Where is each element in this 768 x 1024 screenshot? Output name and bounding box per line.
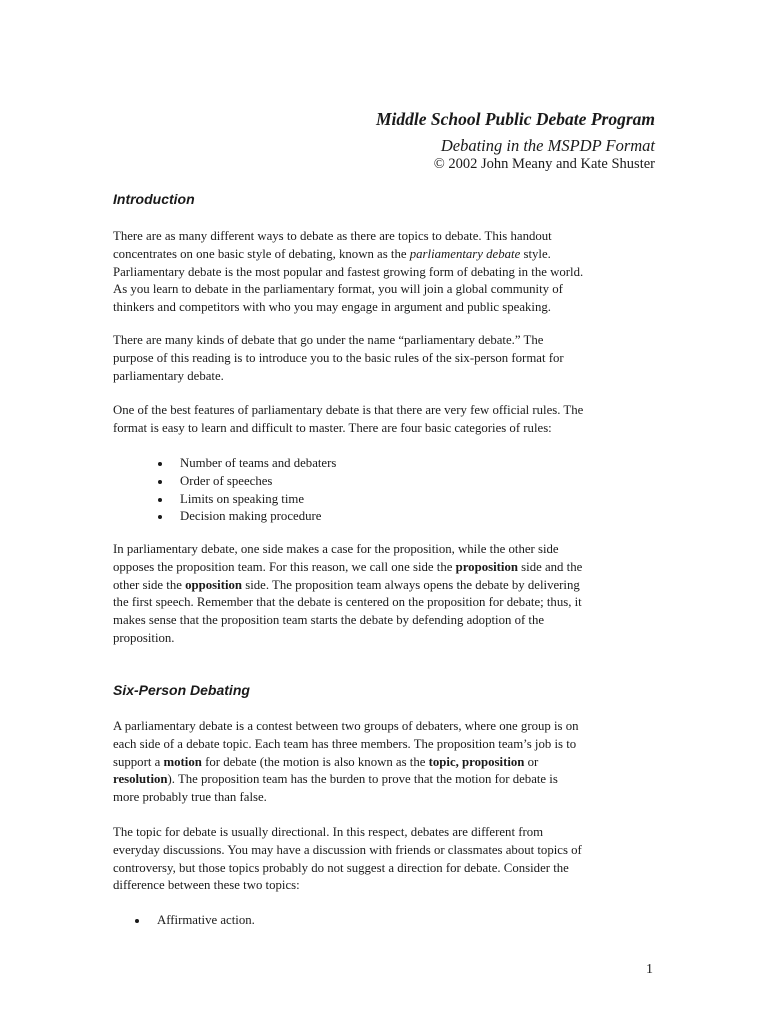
document-subtitle: Debating in the MSPDP Format	[440, 136, 655, 155]
text-line: everyday discussions. You may have a discussion with friends or classmates about topics of	[113, 842, 582, 857]
bold-term: motion	[163, 754, 202, 769]
text-line: purpose of this reading is to introduce you to the basic rules of the six-person format for	[113, 350, 564, 365]
text-line: other side the opposition side. The proposition team always opens the debate by delivering	[113, 577, 580, 592]
text-line: opposes the proposition team. For this reason, we call one side the proposition side and the	[113, 559, 583, 574]
text-line: concentrates on one basic style of debating, known as the parliamentary debate style.	[113, 246, 551, 261]
text-line: There are many kinds of debate that go under the name “parliamentary debate.” The	[113, 333, 544, 347]
bold-term: topic, proposition	[428, 754, 525, 769]
text-line: One of the best features of parliamentary debate is that there are very few official rules. The	[113, 403, 584, 417]
text-line: support a motion for debate (the motion is also known as the topic, proposition or	[113, 754, 539, 769]
introduction-heading: Introduction	[113, 191, 195, 207]
intro-paragraph-1	[113, 228, 658, 317]
text-line: proposition.	[113, 630, 175, 645]
bullet-icon	[158, 498, 162, 502]
text-line: parliamentary debate.	[113, 368, 224, 383]
six-person-heading: Six-Person Debating	[113, 682, 250, 698]
six-person-paragraph-1	[113, 718, 658, 807]
text-line: makes sense that the proposition team starts the debate by defending adoption of the	[113, 613, 545, 628]
text-line: the first speech. Remember that the debate is centered on the proposition for debate; thus, it	[113, 595, 582, 610]
text-line: format is easy to learn and difficult to master. There are four basic categories of rules:	[113, 420, 552, 435]
text-line: resolution). The proposition team has the burden to prove that the motion for debate is	[113, 772, 558, 787]
bullet-icon	[135, 919, 139, 923]
intro-paragraph-2	[113, 332, 658, 385]
text-line: As you learn to debate in the parliamentary format, you will join a global community of	[113, 282, 563, 297]
text-line: thinkers and competitors with who you may engage in argument and public speaking.	[113, 300, 551, 315]
document-page: Middle School Public Debate Program Debating in the MSPDP Format © 2002 John Meany and Kate Shuster Introduction There are as many different ways to debate as there are topics to debate. This handout concentrates on one basic style of debating, known as the parliamentary debate style. Parliamentary debate is the most popular and fastest growing form of debating in the world. As you learn to debate in the parliamentary format, you will join a global community of thinkers and competitors with who you may engage in argument and public speaking. There are many kinds of debate that go under the name “parliamentary debate.” The purpose of this reading is to introduce you to the basic rules of the six-person format for parliamentary debate. One of the best features of parliamentary debate is that there are very few official rules. The format is easy to learn and difficult to master. There are four basic categories of rules: Number of teams and debaters Order of speeches Limits on speaking time Decision making procedure In parliamentary debate, one side makes a case for the proposition, while the other side opposes the proposition team. For this reason, we call one side the proposition side and the other side the opposition side. The proposition team always opens the debate by delivering the first speech. Remember that the debate is centered on the proposition for debate; thus, it makes sense that the proposition team starts the debate by defending adoption of the proposition. Six-Person Debating A parliamentary debate is a contest between two groups of debaters, where one group is on each side of a debate topic. Each team has three members. The proposition team’s job is to support a motion for debate (the motion is also known as the topic, proposition or resolution). The proposition team has the burden to prove that the motion for debate is more probably true than false. The topic for debate is usually directional. In this respect, debates are different from everyday discussions. You may have a discussion with friends or classmates about topics of controversy, but those topics probably do not suggest a direction for debate. Consider the difference between these two topics: Affirmative action. 1	[0, 0, 768, 1024]
bullet-icon	[158, 462, 162, 466]
bullet-icon	[158, 480, 162, 484]
intro-paragraph-3	[113, 402, 658, 438]
text-line: In parliamentary debate, one side makes a case for the proposition, while the other side	[113, 542, 559, 556]
copyright-line: © 2002 John Meany and Kate Shuster	[433, 156, 655, 172]
text-line: Parliamentary debate is the most popular and fastest growing form of debating in the world.	[113, 264, 584, 279]
intro-paragraph-4	[113, 541, 658, 648]
bold-term: opposition	[185, 577, 243, 592]
text-line: There are as many different ways to debate as there are topics to debate. This handout	[113, 229, 552, 243]
emphasis-term: parliamentary debate	[409, 246, 521, 261]
text-line: The topic for debate is usually directional. In this respect, debates are different from	[113, 825, 544, 839]
page-number: 1	[646, 962, 653, 977]
text-line: each side of a debate topic. Each team has three members. The proposition team’s job is to	[113, 736, 577, 751]
bold-term: proposition	[455, 559, 518, 574]
text-line: controversy, but those topics probably do not suggest a direction for debate. Consider the	[113, 860, 569, 875]
program-title: Middle School Public Debate Program	[375, 109, 655, 129]
text-line: A parliamentary debate is a contest between two groups of debaters, where one group is on	[113, 719, 579, 733]
text-line: difference between these two topics:	[113, 878, 300, 893]
text-line: more probably true than false.	[113, 790, 267, 805]
six-person-paragraph-2	[113, 824, 658, 895]
bold-term: resolution	[113, 772, 168, 787]
bullet-icon	[158, 515, 162, 519]
